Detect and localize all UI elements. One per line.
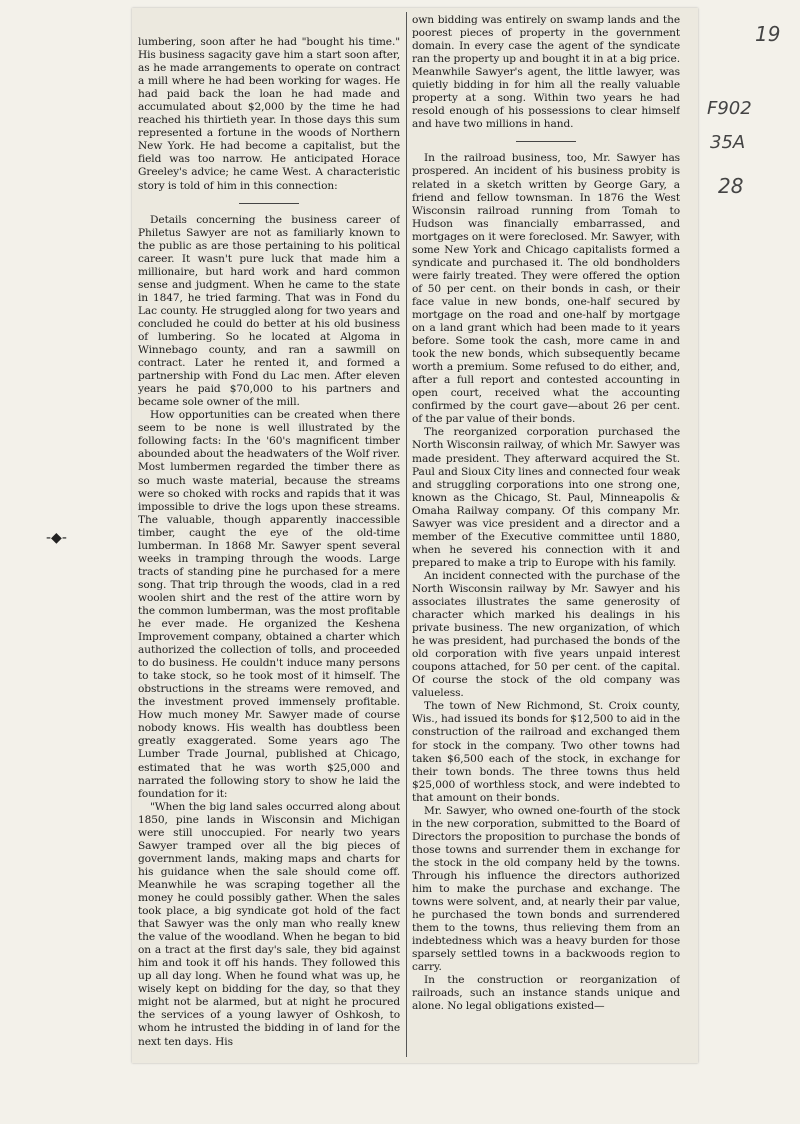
right-paragraph-7: In the construction or reorganization of railroads, such an instance stands unique and alone. No legal obligations existed—	[412, 974, 680, 1013]
right-column	[412, 14, 680, 1056]
right-paragraph-6: Mr. Sawyer, who owned one-fourth of the stock in the new corporation, submitted to the Board of Directors the proposition to purchase the bonds of those towns and surrender them in exchange for the stock in the old company held by the towns. Through his influence the directors authorized him to make the purchase and exchange. The towns were solvent, and, at nearly their par value, he purchased the town bonds and surrendered them to the towns, thus relieving them from an indebtedness which was a heavy burden for those sparsely settled towns in a backwoods region to carry.	[412, 804, 680, 974]
right-paragraph-5: The town of New Richmond, St. Croix county, Wis., had issued its bonds for $12,500 to aid in the construction of the railroad and exchanged them for stock in the company. Two other towns had taken $6,500 each of the stock, in exchange for their town bonds. The three towns thus held $25,000 of worthless stock, and were indebted to that amount on their bonds.	[412, 700, 680, 804]
left-paragraph-1: lumbering, soon after he had "bought his time." His business sagacity gave him a start soon after, as he made arrangements to operate on contract a mill where he had been working for wages. He had paid back the loan he had made and accumulated about $2,000 by the time he had reached his thirtieth year. In those days this sum represented a fortune in the woods of Northern New York. He had become a capitalist, but the field was too narrow. He anticipated Horace Greeley's advice; he came West. A characteristic story is told of him in this connection:	[138, 36, 400, 192]
column-divider	[406, 12, 407, 1057]
section-separator	[516, 141, 576, 142]
right-paragraph-1: own bidding was entirely on swamp lands and the poorest pieces of property in the government domain. In every case the agent of the syndicate ran the property up and bought it in at a big price. Meanwhile Sawyer's agent, the little lawyer, was quietly bidding in for him all the really valuable property at a song. Within two years he had resold enough of his possessions to clear himself and have two millions in hand.	[412, 14, 680, 131]
right-paragraph-2: In the railroad business, too, Mr. Sawyer has prospered. An incident of his business probity is related in a sketch written by George Gary, a friend and fellow townsman. In 1876 the West Wisconsin railroad running from Tomah to Hudson was financially embarrassed, and mortgages on it were foreclosed. Mr. Sawyer, with some New York and Chicago capitalists formed a syndicate and purchased it. The old bondholders were fairly treated. They were offered the option of 50 per cent. on their bonds in cash, or their face value in new bonds, one-half secured by mortgage on the road and one-half by mortgage on a land grant which had been made to it years before. Some took the cash, more came in and took the new bonds, which subsequently became worth a premium. Some refused to do either, and, after a full report and contested accounting in open court, received what the accounting confirmed by the court gave—about 26 per cent. of the par value of their bonds.	[412, 152, 680, 426]
section-separator	[239, 203, 299, 204]
handwritten-page-number: 19	[755, 22, 781, 46]
right-paragraph-3: The reorganized corporation purchased the North Wisconsin railway, of which Mr. Sawyer was made president. They afterward acquired the St. Paul and Sioux City lines and connected four weak and struggling corporations into one strong one, known as the Chicago, St. Paul, Minneapolis & Omaha Railway company. Of this company Mr. Sawyer was vice president and a director and a member of the Executive committee until 1880, when he severed his connection with it and prepared to make a trip to Europe with his family.	[412, 426, 680, 569]
left-paragraph-2: Details concerning the business career of Philetus Sawyer are not as familiarly known to the public as are those pertaining to his political career. It wasn't pure luck that made him a millionaire, but hard work and hard common sense and judgment. When he came to the state in 1847, he tried farming. That was in Fond du Lac county. He struggled along for two years and concluded he could do better at his old business of lumbering. So he located at Algoma in Winnebago county, and ran a sawmill on contract. Later he rented it, and formed a partnership with Fond du Lac men. After eleven years he paid $70,000 to his partners and became sole owner of the mill.	[138, 213, 400, 409]
handwritten-code: F902	[707, 98, 752, 119]
handwritten-sub-code: 35A	[710, 132, 746, 153]
margin-mark: -◆-	[46, 530, 67, 546]
left-paragraph-3: How opportunities can be created when there seem to be none is well illustrated by the following facts: In the '60's magnificent timber abounded about the headwaters of the Wolf river. Most lumbermen regarded the timber there as so much waste material, because the streams were so choked with rocks and rapids that it was impossible to drive the logs upon these streams. The valuable, though apparently inaccessible timber, caught the eye of the old-time lumberman. In 1868 Mr. Sawyer spent several weeks in tramping through the woods. Large tracts of standing pine he purchased for a mere song. That trip through the woods, clad in a red woolen shirt and the rest of the attire worn by the common lumberman, was the most profitable he ever made. He organized the Keshena Improvement company, obtained a charter which authorized the collection of tolls, and proceeded to do business. He couldn't induce many persons to take stock, so he took most of it himself. The obstructions in the streams were removed, and the investment proved immensely profitable. How much money Mr. Sawyer made of course nobody knows. His wealth has doubtless been greatly exaggerated. Some years ago The Lumber Trade Journal, published at Chicago, estimated that he was worth $25,000 and narrated the following story to show he laid the foundation for it:	[138, 409, 400, 800]
right-paragraph-4: An incident connected with the purchase of the North Wisconsin railway by Mr. Sawyer and his associates illustrates the same generosity of character which marked his dealings in his private business. The new organization, of which he was president, had purchased the bonds of the old corporation with five years unpaid interest coupons attached, for 50 per cent. of the capital. Of course the stock of the old company was valueless.	[412, 569, 680, 700]
left-column	[138, 36, 400, 1056]
handwritten-number: 28	[718, 174, 744, 198]
left-paragraph-4: "When the big land sales occurred along about 1850, pine lands in Wisconsin and Michigan were still unoccupied. For nearly two years Sawyer tramped over all the big pieces of government lands, making maps and charts for his guidance when the sale should come off. Meanwhile he was scraping together all the money he could possibly gather. When the sales took place, a big syndicate got hold of the fact that Sawyer was the only man who really knew the value of the woodland. When he began to bid on a tract at the first day's sale, they bid against him and took it off his hands. They followed this up all day long. When he found what was up, he wisely kept on bidding for the day, so that they might not be alarmed, but at night he procured the services of a young lawyer of Oshkosh, to whom he intrusted the bidding in of land for the next ten days. His	[138, 800, 400, 1048]
